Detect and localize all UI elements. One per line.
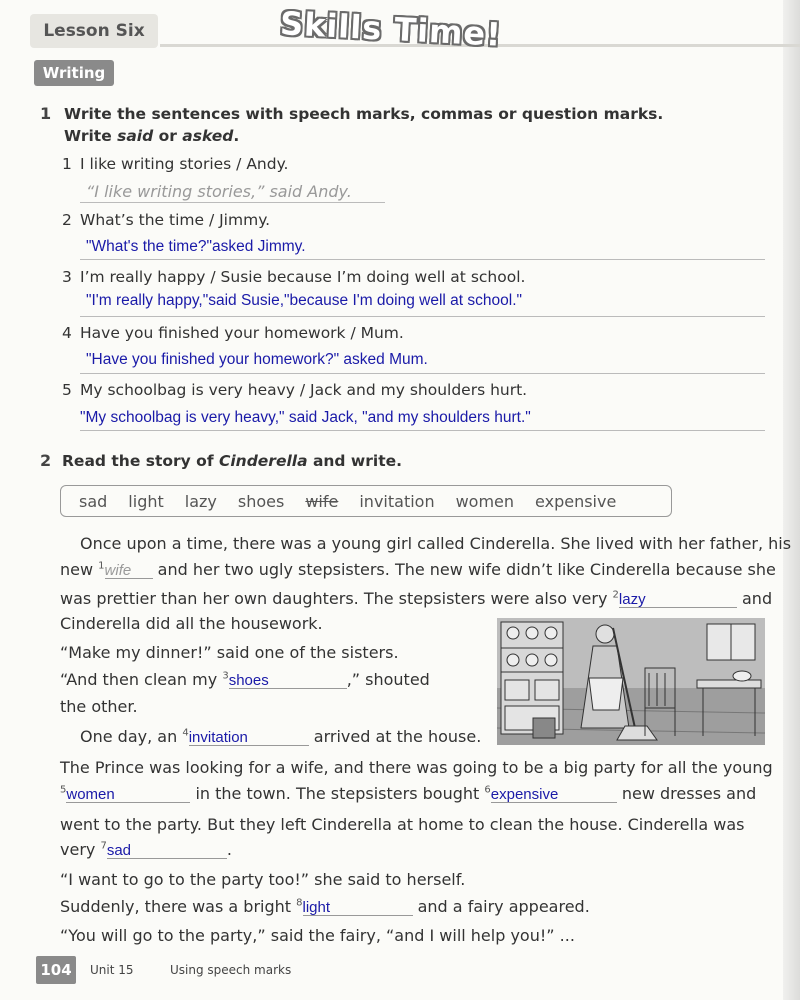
- answer-line: [80, 430, 765, 431]
- word-bank: [60, 485, 672, 517]
- blank-7[interactable]: sad: [106, 842, 132, 859]
- answer-line: [80, 259, 765, 260]
- story-line: “Make my dinner!” said one of the sisters.: [60, 643, 399, 662]
- blank-6[interactable]: expensive: [490, 786, 559, 803]
- answer-text[interactable]: "What's the time?"asked Jimmy.: [86, 238, 306, 255]
- example-answer: “I like writing stories,” said Andy.: [86, 182, 352, 201]
- footer-unit: Unit 15: [90, 963, 134, 977]
- story-line: Once upon a time, there was a young girl called Cinderella. She lived with her father, his: [80, 534, 792, 553]
- story-line: very $^7$sad .: [60, 840, 232, 859]
- blank-4[interactable]: invitation: [188, 729, 248, 746]
- item-prompt: 3 I’m really happy / Susie because I’m doing well at school.: [62, 268, 526, 286]
- story-line: Suddenly, there was a bright $^8$light and a fairy appeared.: [60, 897, 590, 916]
- item-prompt: 5 My schoolbag is very heavy / Jack and my shoulders hurt.: [62, 381, 528, 399]
- answer-line: [80, 202, 385, 203]
- blank-8[interactable]: light: [302, 899, 331, 916]
- answer-text[interactable]: "I'm really happy,"said Susie,"because I'm doing well at school.": [86, 292, 523, 309]
- exercise-2-instruction: Read the story of Cinderella and write.: [62, 452, 403, 470]
- cinderella-illustration: [497, 618, 765, 745]
- story-line: new $^1$wife and her two ugly stepsisters. The new wife didn’t like Cinderella because she: [60, 560, 776, 579]
- story-line: “I want to go to the party too!” she said to herself.: [60, 870, 466, 889]
- word-bank-item-used: wife: [305, 491, 339, 511]
- answer-line: [80, 316, 765, 317]
- story-line: “You will go to the party,” said the fairy, “and I will help you!” ...: [60, 926, 575, 945]
- story-line: “And then clean my $^3$shoes ,” shouted: [60, 670, 430, 689]
- page-number: 104: [36, 956, 76, 984]
- item-prompt: 2 What’s the time / Jimmy.: [62, 211, 271, 229]
- page-edge: [783, 0, 800, 1000]
- item-prompt: 4 Have you finished your homework / Mum.: [62, 324, 404, 342]
- word-bank-item: sad: [79, 491, 108, 511]
- blank-3[interactable]: shoes: [228, 672, 269, 689]
- answer-line: [80, 373, 765, 374]
- story-line: $^5$women in the town. The stepsisters bought $^6$expensive new dresses and: [60, 784, 757, 803]
- blank-5[interactable]: women: [66, 786, 115, 803]
- word-bank-item: lazy: [184, 491, 217, 511]
- word-bank-item: shoes: [237, 491, 285, 511]
- story-line: was prettier than her own daughters. The stepsisters were also very $^2$lazy and: [60, 589, 773, 608]
- word-bank-item: women: [455, 491, 515, 511]
- word-bank-item: expensive: [535, 491, 617, 511]
- word-bank-item: light: [128, 491, 164, 511]
- footer-topic: Using speech marks: [170, 963, 292, 977]
- exercise-1-instruction-line2: Write said or asked.: [64, 127, 240, 145]
- exercise-2-number: 2: [40, 451, 52, 470]
- blank-2[interactable]: lazy: [618, 591, 646, 608]
- answer-text[interactable]: "Have you finished your homework?" asked Mum.: [86, 351, 428, 368]
- story-line: The Prince was looking for a wife, and there was going to be a big party for all the young: [60, 758, 773, 777]
- word-bank-item: invitation: [359, 491, 435, 511]
- story-line: Cinderella did all the housework.: [60, 614, 323, 633]
- exercise-1-instruction-line1: Write the sentences with speech marks, commas or question marks.: [64, 105, 664, 123]
- exercise-1-number: 1: [40, 104, 52, 123]
- answer-text[interactable]: "My schoolbag is very heavy," said Jack, "and my shoulders hurt.": [80, 409, 531, 426]
- story-line: One day, an $^4$invitation arrived at the house.: [80, 727, 482, 746]
- story-line: went to the party. But they left Cinderella at home to clean the house. Cinderella was: [60, 815, 745, 834]
- section-badge: Writing: [34, 60, 114, 86]
- item-prompt: 1 I like writing stories / Andy.: [62, 155, 289, 173]
- lesson-tab: Lesson Six: [30, 14, 158, 48]
- story-line: the other.: [60, 697, 138, 716]
- page-title: Skills Time!: [279, 4, 503, 54]
- cinderella-illustration-svg: [497, 618, 765, 745]
- blank-1[interactable]: wife: [104, 562, 132, 579]
